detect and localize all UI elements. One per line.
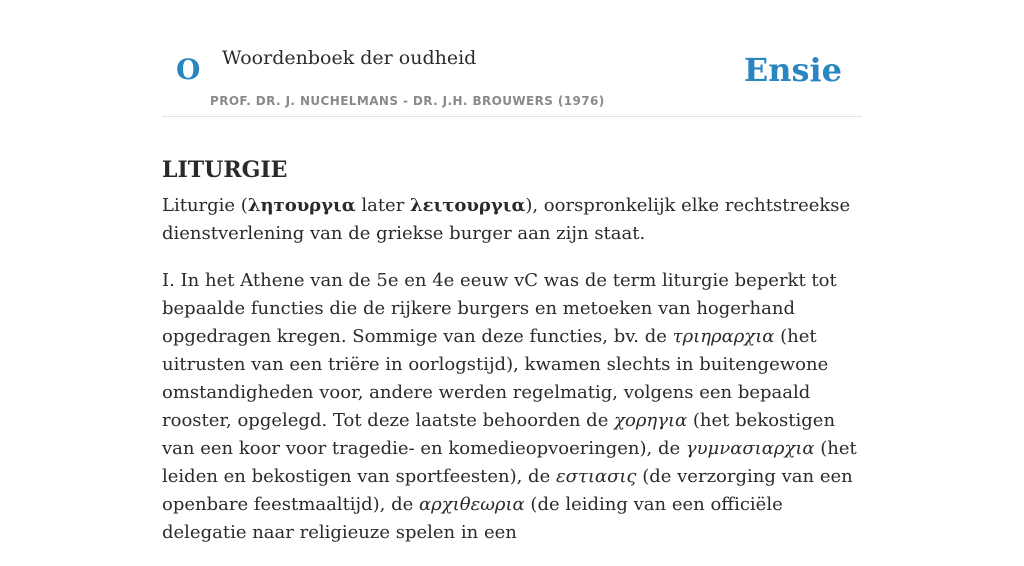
paragraph-intro — [162, 192, 862, 248]
book-title-link[interactable]: Woordenboek der oudheid — [222, 47, 477, 69]
entry-title: LITURGIE — [162, 156, 288, 183]
site-logo[interactable]: Ensie — [743, 51, 842, 89]
paragraph-text: later — [355, 195, 411, 216]
paragraph-text: I. In het Athene van de 5e en 4e eeuw vC was de term liturgie beperkt tot bepaalde functies die de rijkere burgers en metoeken van hogerhand opgedragen kregen. Sommige van deze functies, bv. de — [162, 270, 837, 347]
paragraph-text: (het leiden en bekostigen van sportfeesten), de — [162, 438, 857, 487]
paragraph-text: (de verzorging van een openbare feestmaaltijd), de — [162, 466, 853, 515]
greek-term: λειτουργια — [410, 195, 526, 216]
paragraph-text: Liturgie ( — [162, 195, 248, 216]
entry-content — [162, 192, 862, 566]
greek-term: χορηγια — [614, 410, 688, 431]
letter-index-link[interactable]: O — [176, 53, 201, 86]
greek-term: ληтουργια — [247, 195, 356, 216]
paragraph-text: (het uitrusten van een triëre in oorlogstijd), kwamen slechts in buitengewone omstandigheden voor, andere werden regelmatig, volgens een bepaald rooster, opgelegd. Tot deze laatste behoorden de — [162, 326, 829, 431]
greek-term: αρχιθεωρια — [419, 494, 525, 515]
greek-term: τριηραρχια — [672, 326, 775, 347]
paragraph-text: (het bekostigen van een koor voor tragedie- en komedieopvoeringen), de — [162, 410, 836, 459]
paragraph-athens — [162, 267, 862, 547]
paragraph-text: ), oorspronkelijk elke rechtstreekse dienstverlening van de griekse burger aan zijn staat. — [162, 195, 851, 244]
paragraph-text: (de leiding van een officiële delegatie naar religieuze spelen in een — [162, 494, 783, 543]
book-authors: PROF. DR. J. NUCHELMANS - DR. J.H. BROUWERS (1976) — [210, 94, 605, 108]
greek-term: γυμνασιαρχια — [685, 438, 815, 459]
greek-term: εστιασις — [555, 466, 637, 487]
dictionary-header — [162, 0, 862, 117]
